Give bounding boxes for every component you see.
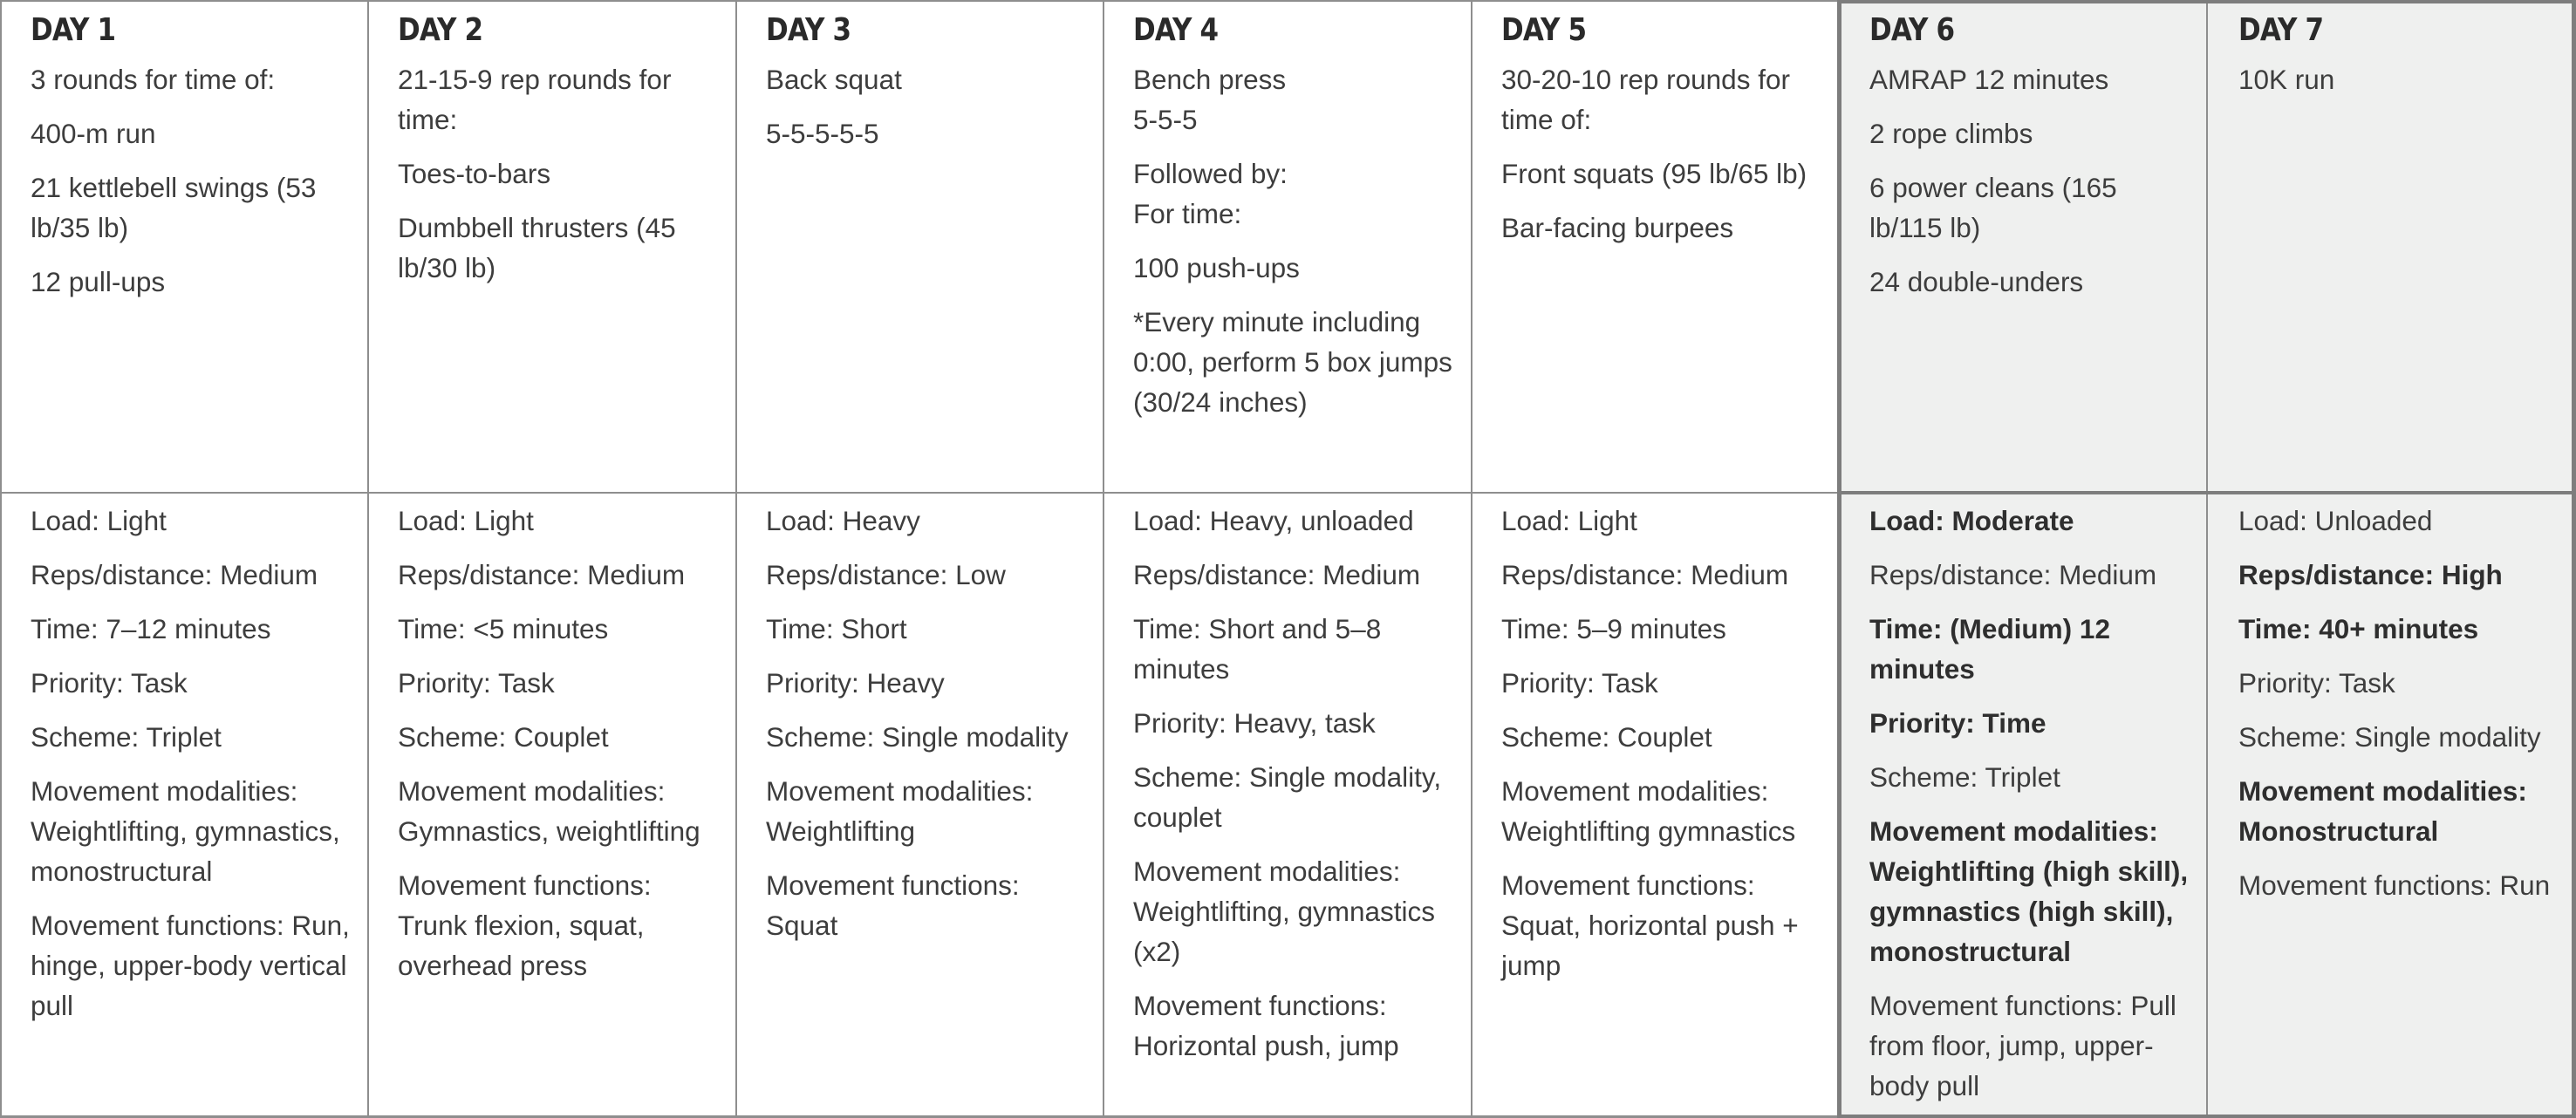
workout-line: 100 push-ups: [1133, 252, 1300, 283]
workout-line: Back squat: [766, 64, 902, 95]
attribute-line: Time: 5–9 minutes: [1501, 613, 1726, 644]
attribute-line: Movement modalities: Weightlifting: [766, 775, 1034, 847]
attribute-line: Movement functions: Run: [2238, 869, 2551, 901]
attribute-line: Load: Heavy: [766, 505, 920, 536]
attributes-cell-day-2: [367, 501, 735, 1111]
attribute-line: Priority: Task: [2238, 667, 2395, 699]
attribute-line: Priority: Time: [1869, 707, 2046, 739]
workout-cell-day-1: [0, 12, 367, 490]
attribute-line: Reps/distance: Low: [766, 559, 1006, 590]
workout-line: 21-15-9 rep rounds for time:: [398, 64, 672, 135]
attribute-line: Priority: Task: [31, 667, 188, 699]
attribute-line: Movement modalities: Gymnastics, weightlifting: [398, 775, 700, 847]
attribute-line: Movement functions: Squat: [766, 869, 1020, 941]
workout-line: Bar-facing burpees: [1501, 212, 1734, 243]
attribute-line: Movement functions: Pull from floor, jump, upper-body pull: [1869, 990, 2176, 1101]
attribute-line: Priority: Task: [1501, 667, 1658, 699]
attribute-line: Movement modalities: Weightlifting gymnastics: [1501, 775, 1796, 847]
workout-cell-day-3: [735, 12, 1103, 490]
attribute-line: Scheme: Single modality: [2238, 721, 2541, 753]
attribute-line: Scheme: Triplet: [1869, 761, 2060, 793]
workout-line: Front squats (95 lb/65 lb): [1501, 158, 1807, 189]
day-title: DAY 7: [2238, 12, 2324, 48]
attribute-line: Scheme: Couplet: [398, 721, 609, 753]
workout-line: *Every minute including 0:00, perform 5 box jumps (30/24 inches): [1133, 306, 1452, 418]
attribute-line: Load: Moderate: [1869, 505, 2074, 536]
workout-cell-day-4: [1103, 12, 1471, 490]
attribute-line: Reps/distance: High: [2238, 559, 2503, 590]
workout-line: Toes-to-bars: [398, 158, 551, 189]
attribute-line: Reps/distance: Medium: [1501, 559, 1789, 590]
workout-line: 24 double-unders: [1869, 266, 2084, 297]
workout-line: 30-20-10 rep rounds for time of:: [1501, 64, 1790, 135]
attribute-line: Time: <5 minutes: [398, 613, 609, 644]
attribute-line: Time: 40+ minutes: [2238, 613, 2479, 644]
attribute-line: Time: (Medium) 12 minutes: [1869, 613, 2110, 685]
attribute-line: Priority: Heavy: [766, 667, 945, 699]
attribute-line: Movement modalities: Weightlifting (high skill), gymnastics (high skill), monostructural: [1869, 815, 2189, 967]
day-title: DAY 4: [1133, 12, 1219, 48]
attribute-line: Load: Light: [398, 505, 534, 536]
workout-line: Bench press: [1133, 64, 1287, 95]
workout-line: 5-5-5: [1133, 104, 1198, 135]
workout-cell-day-2: [367, 12, 735, 490]
workout-line: 12 pull-ups: [31, 266, 166, 297]
highlight-border-top: [1837, 0, 2576, 3]
workout-line: 2 rope climbs: [1869, 118, 2033, 149]
highlight-border-bottom: [1837, 1115, 2576, 1118]
workout-line: Followed by:: [1133, 158, 1288, 189]
workout-line: 400-m run: [31, 118, 156, 149]
workout-line: Dumbbell thrusters (45 lb/30 lb): [398, 212, 676, 283]
day-title: DAY 3: [766, 12, 851, 48]
attribute-line: Priority: Heavy, task: [1133, 707, 1376, 739]
highlight-row-divider: [1837, 491, 2576, 494]
attribute-line: Reps/distance: Medium: [31, 559, 318, 590]
attribute-line: Scheme: Triplet: [31, 721, 222, 753]
attributes-cell-day-1: [0, 501, 367, 1111]
attribute-line: Scheme: Single modality, couplet: [1133, 761, 1442, 833]
attribute-line: Reps/distance: Medium: [1133, 559, 1421, 590]
workout-line: 5-5-5-5-5: [766, 118, 879, 149]
attribute-line: Scheme: Couplet: [1501, 721, 1712, 753]
attribute-line: Time: Short: [766, 613, 907, 644]
attribute-line: Movement functions: Trunk flexion, squat, overhead press: [398, 869, 652, 981]
workout-line: 10K run: [2238, 64, 2335, 95]
workout-line: AMRAP 12 minutes: [1869, 64, 2109, 95]
attributes-cell-day-5: [1471, 501, 1837, 1111]
attribute-line: Load: Unloaded: [2238, 505, 2433, 536]
attribute-line: Load: Heavy, unloaded: [1133, 505, 1414, 536]
workout-cell-day-5: [1471, 12, 1837, 490]
workout-line: 3 rounds for time of:: [31, 64, 276, 95]
attribute-line: Time: 7–12 minutes: [31, 613, 271, 644]
attributes-cell-day-3: [735, 501, 1103, 1111]
attribute-line: Movement modalities: Weightlifting, gymnastics, monostructural: [31, 775, 340, 887]
attribute-line: Movement functions: Horizontal push, jump: [1133, 990, 1399, 1061]
attributes-cell-day-4: [1103, 501, 1471, 1111]
day-title: DAY 1: [31, 12, 116, 48]
attribute-line: Movement modalities: Monostructural: [2238, 775, 2527, 847]
attribute-line: Scheme: Single modality: [766, 721, 1069, 753]
attribute-line: Reps/distance: Medium: [1869, 559, 2157, 590]
attribute-line: Load: Light: [1501, 505, 1637, 536]
attribute-line: Time: Short and 5–8 minutes: [1133, 613, 1382, 685]
day-title: DAY 2: [398, 12, 483, 48]
attribute-line: Movement functions: Squat, horizontal push + jump: [1501, 869, 1799, 981]
workout-line: For time:: [1133, 198, 1242, 229]
attributes-cell-day-7: [2208, 501, 2573, 1111]
attribute-line: Movement modalities: Weightlifting, gymnastics (x2): [1133, 856, 1436, 967]
attribute-line: Movement functions: Run, hinge, upper-body vertical pull: [31, 910, 350, 1021]
day-title: DAY 6: [1869, 12, 1955, 48]
attribute-line: Priority: Task: [398, 667, 555, 699]
workout-cell-day-7: [2208, 12, 2573, 490]
workout-line: 6 power cleans (165 lb/115 lb): [1869, 172, 2117, 243]
attribute-line: Load: Light: [31, 505, 167, 536]
workout-cell-day-6: [1839, 12, 2206, 490]
attributes-cell-day-6: [1839, 501, 2206, 1111]
day-title: DAY 5: [1501, 12, 1587, 48]
workout-line: 21 kettlebell swings (53 lb/35 lb): [31, 172, 317, 243]
attribute-line: Reps/distance: Medium: [398, 559, 686, 590]
